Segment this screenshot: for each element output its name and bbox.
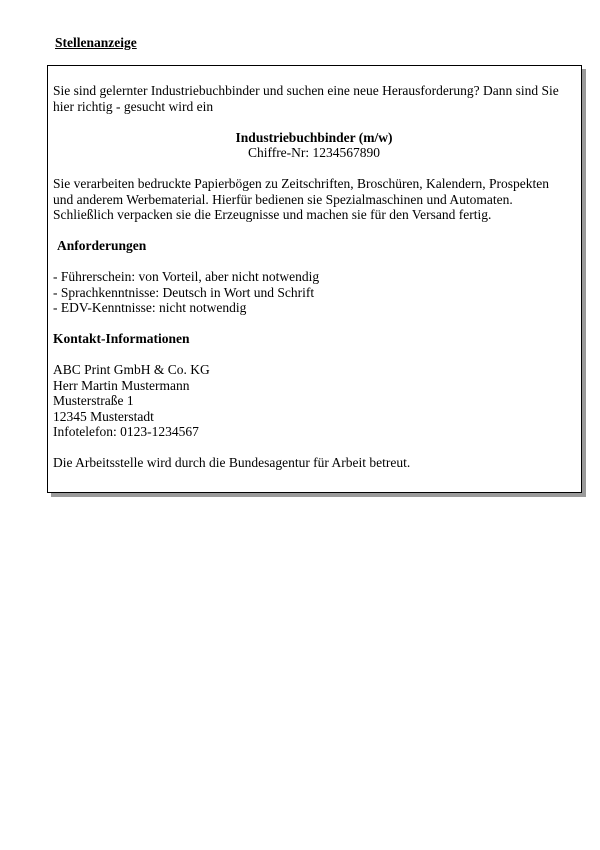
- contact-phone: Infotelefon: 0123-1234567: [53, 424, 199, 439]
- description-line-3: Schließlich verpacken sie die Erzeugnisse und machen sie für den Versand fertig.: [53, 207, 492, 222]
- contact-title: Kontakt-Informationen: [53, 331, 190, 346]
- requirement-item: - Führerschein: von Vorteil, aber nicht notwendig: [53, 269, 320, 284]
- requirement-item: - EDV-Kenntnisse: nicht notwendig: [53, 300, 247, 315]
- page-title: Stellenanzeige: [55, 35, 137, 50]
- intro-line-1: Sie sind gelernter Industriebuchbinder und suchen eine neue Herausforderung? Dann sind Sie: [53, 83, 559, 98]
- contact-street: Musterstraße 1: [53, 393, 134, 408]
- requirement-item: - Sprachkenntnisse: Deutsch in Wort und Schrift: [53, 284, 315, 300]
- job-ad-box: [47, 65, 582, 493]
- contact-city: 12345 Musterstadt: [53, 408, 154, 424]
- contact-person: Herr Martin Mustermann: [53, 377, 190, 393]
- contact-company: ABC Print GmbH & Co. KG: [53, 362, 210, 377]
- description-line-2: und anderem Werbematerial. Hierfür bedienen sie Spezialmaschinen und Automaten.: [53, 191, 513, 207]
- footer-note: Die Arbeitsstelle wird durch die Bundesagentur für Arbeit betreut.: [53, 455, 411, 470]
- requirements-title: Anforderungen: [57, 238, 147, 253]
- job-ad-content: [53, 83, 575, 471]
- job-code: Chiffre-Nr: 1234567890: [247, 145, 381, 160]
- description-line-1: Sie verarbeiten bedruckte Papierbögen zu Zeitschriften, Broschüren, Kalendern, Prospekten: [53, 176, 549, 191]
- job-title: Industriebuchbinder (m/w): [235, 129, 393, 145]
- intro-line-2: hier richtig - gesucht wird ein: [53, 98, 214, 114]
